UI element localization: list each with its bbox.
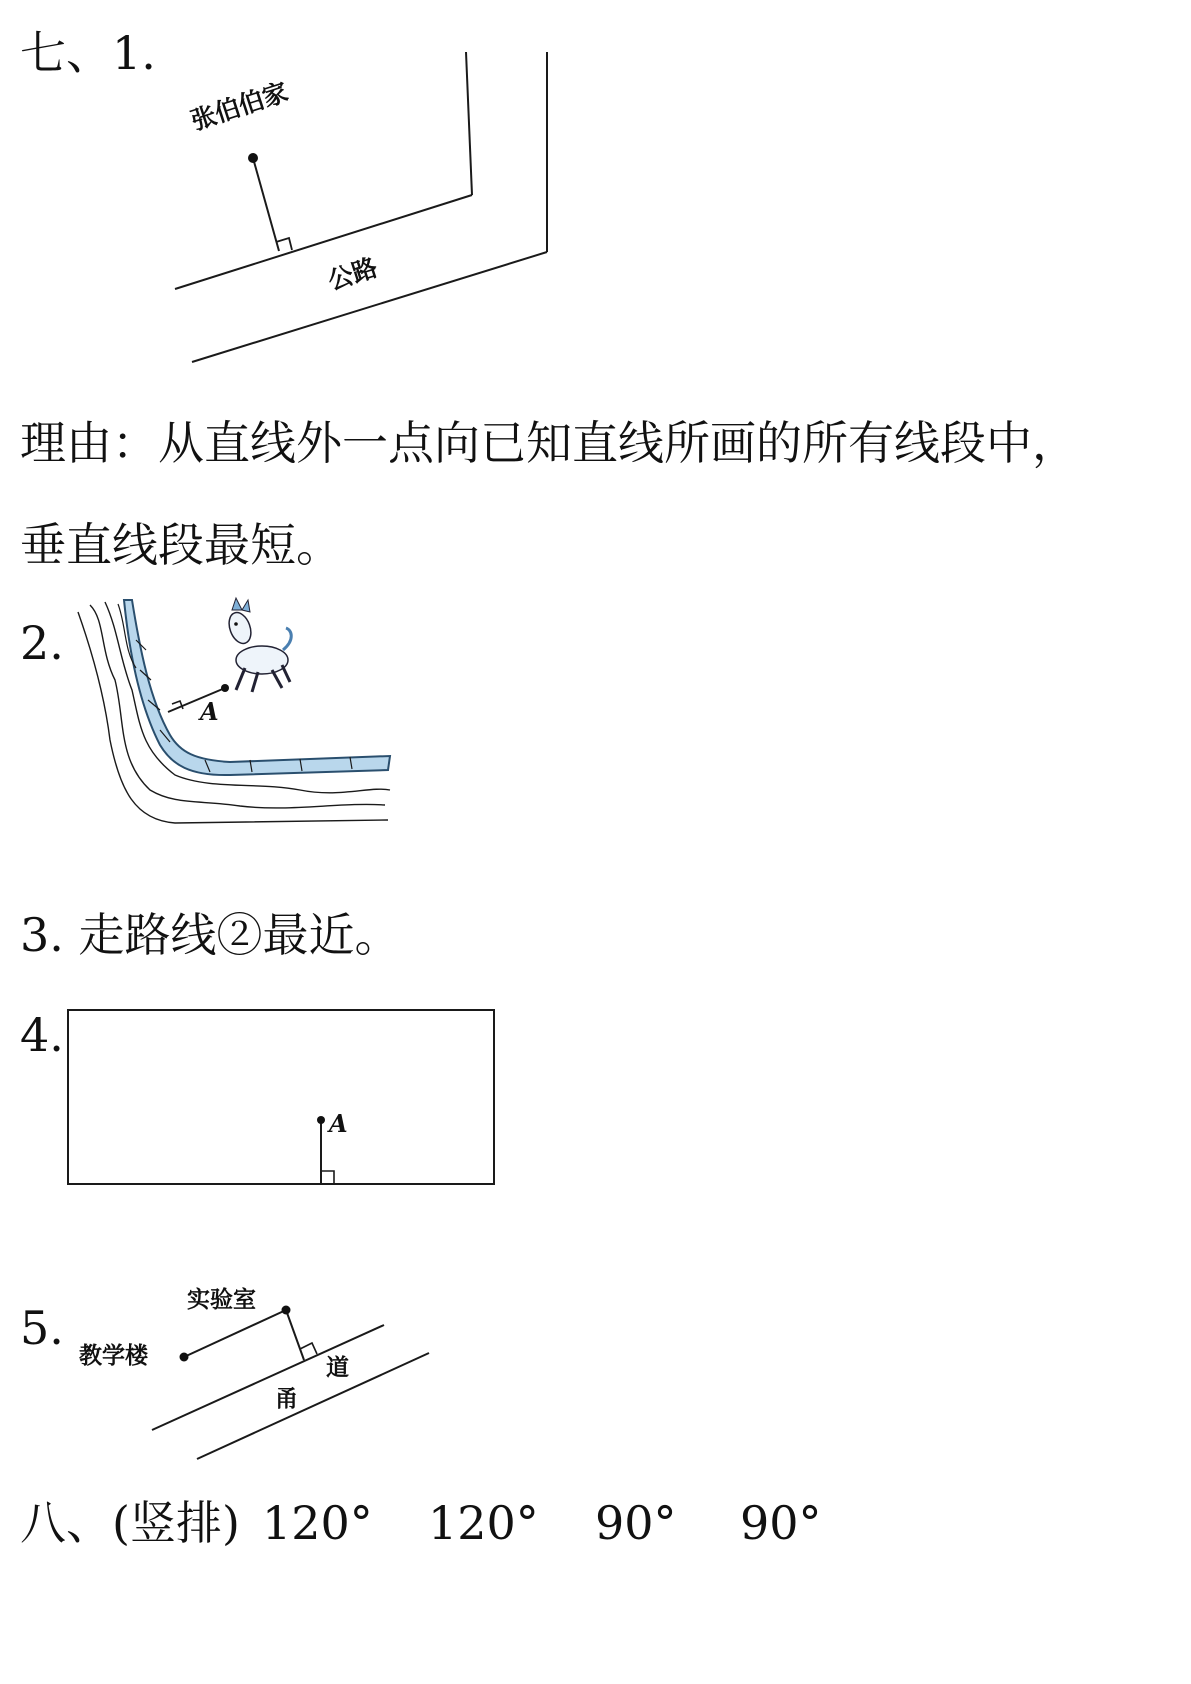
road-label: 公路 xyxy=(324,252,381,296)
reason-line-1: 理由：从直线外一点向已知直线所画的所有线段中， xyxy=(20,416,1078,470)
walkway-edge-lower xyxy=(197,1353,429,1459)
angle-2: 120° xyxy=(428,1496,539,1550)
q5-number: 5. xyxy=(20,1301,64,1355)
section8-label: 八、(竖排) xyxy=(20,1496,240,1550)
angle-3: 90° xyxy=(595,1496,677,1550)
lab-perpendicular xyxy=(286,1310,304,1360)
angle-1: 120° xyxy=(262,1496,373,1550)
building-to-lab-line xyxy=(184,1310,286,1357)
q2-label-a: A xyxy=(200,697,219,726)
walkway-edge-upper xyxy=(152,1325,384,1430)
lab-point xyxy=(282,1306,291,1315)
reason-line-2: 垂直线段最短。 xyxy=(20,518,342,572)
q2-number: 2. xyxy=(20,616,64,670)
walkway-char-1: 甬 xyxy=(275,1386,298,1412)
walkway-char-2: 道 xyxy=(326,1355,349,1381)
house-label: 张伯伯家 xyxy=(187,77,292,136)
building-label: 教学楼 xyxy=(79,1343,148,1369)
q4-label-a: A xyxy=(329,1109,348,1138)
q3-answer: 3. 走路线②最近。 xyxy=(20,908,401,962)
q4-number: 4. xyxy=(20,1008,64,1062)
q1-heading: 七、1. xyxy=(20,26,156,80)
lab-label: 实验室 xyxy=(187,1287,256,1313)
building-point xyxy=(180,1353,189,1362)
angle-4: 90° xyxy=(740,1496,822,1550)
q5-right-angle xyxy=(300,1343,317,1354)
